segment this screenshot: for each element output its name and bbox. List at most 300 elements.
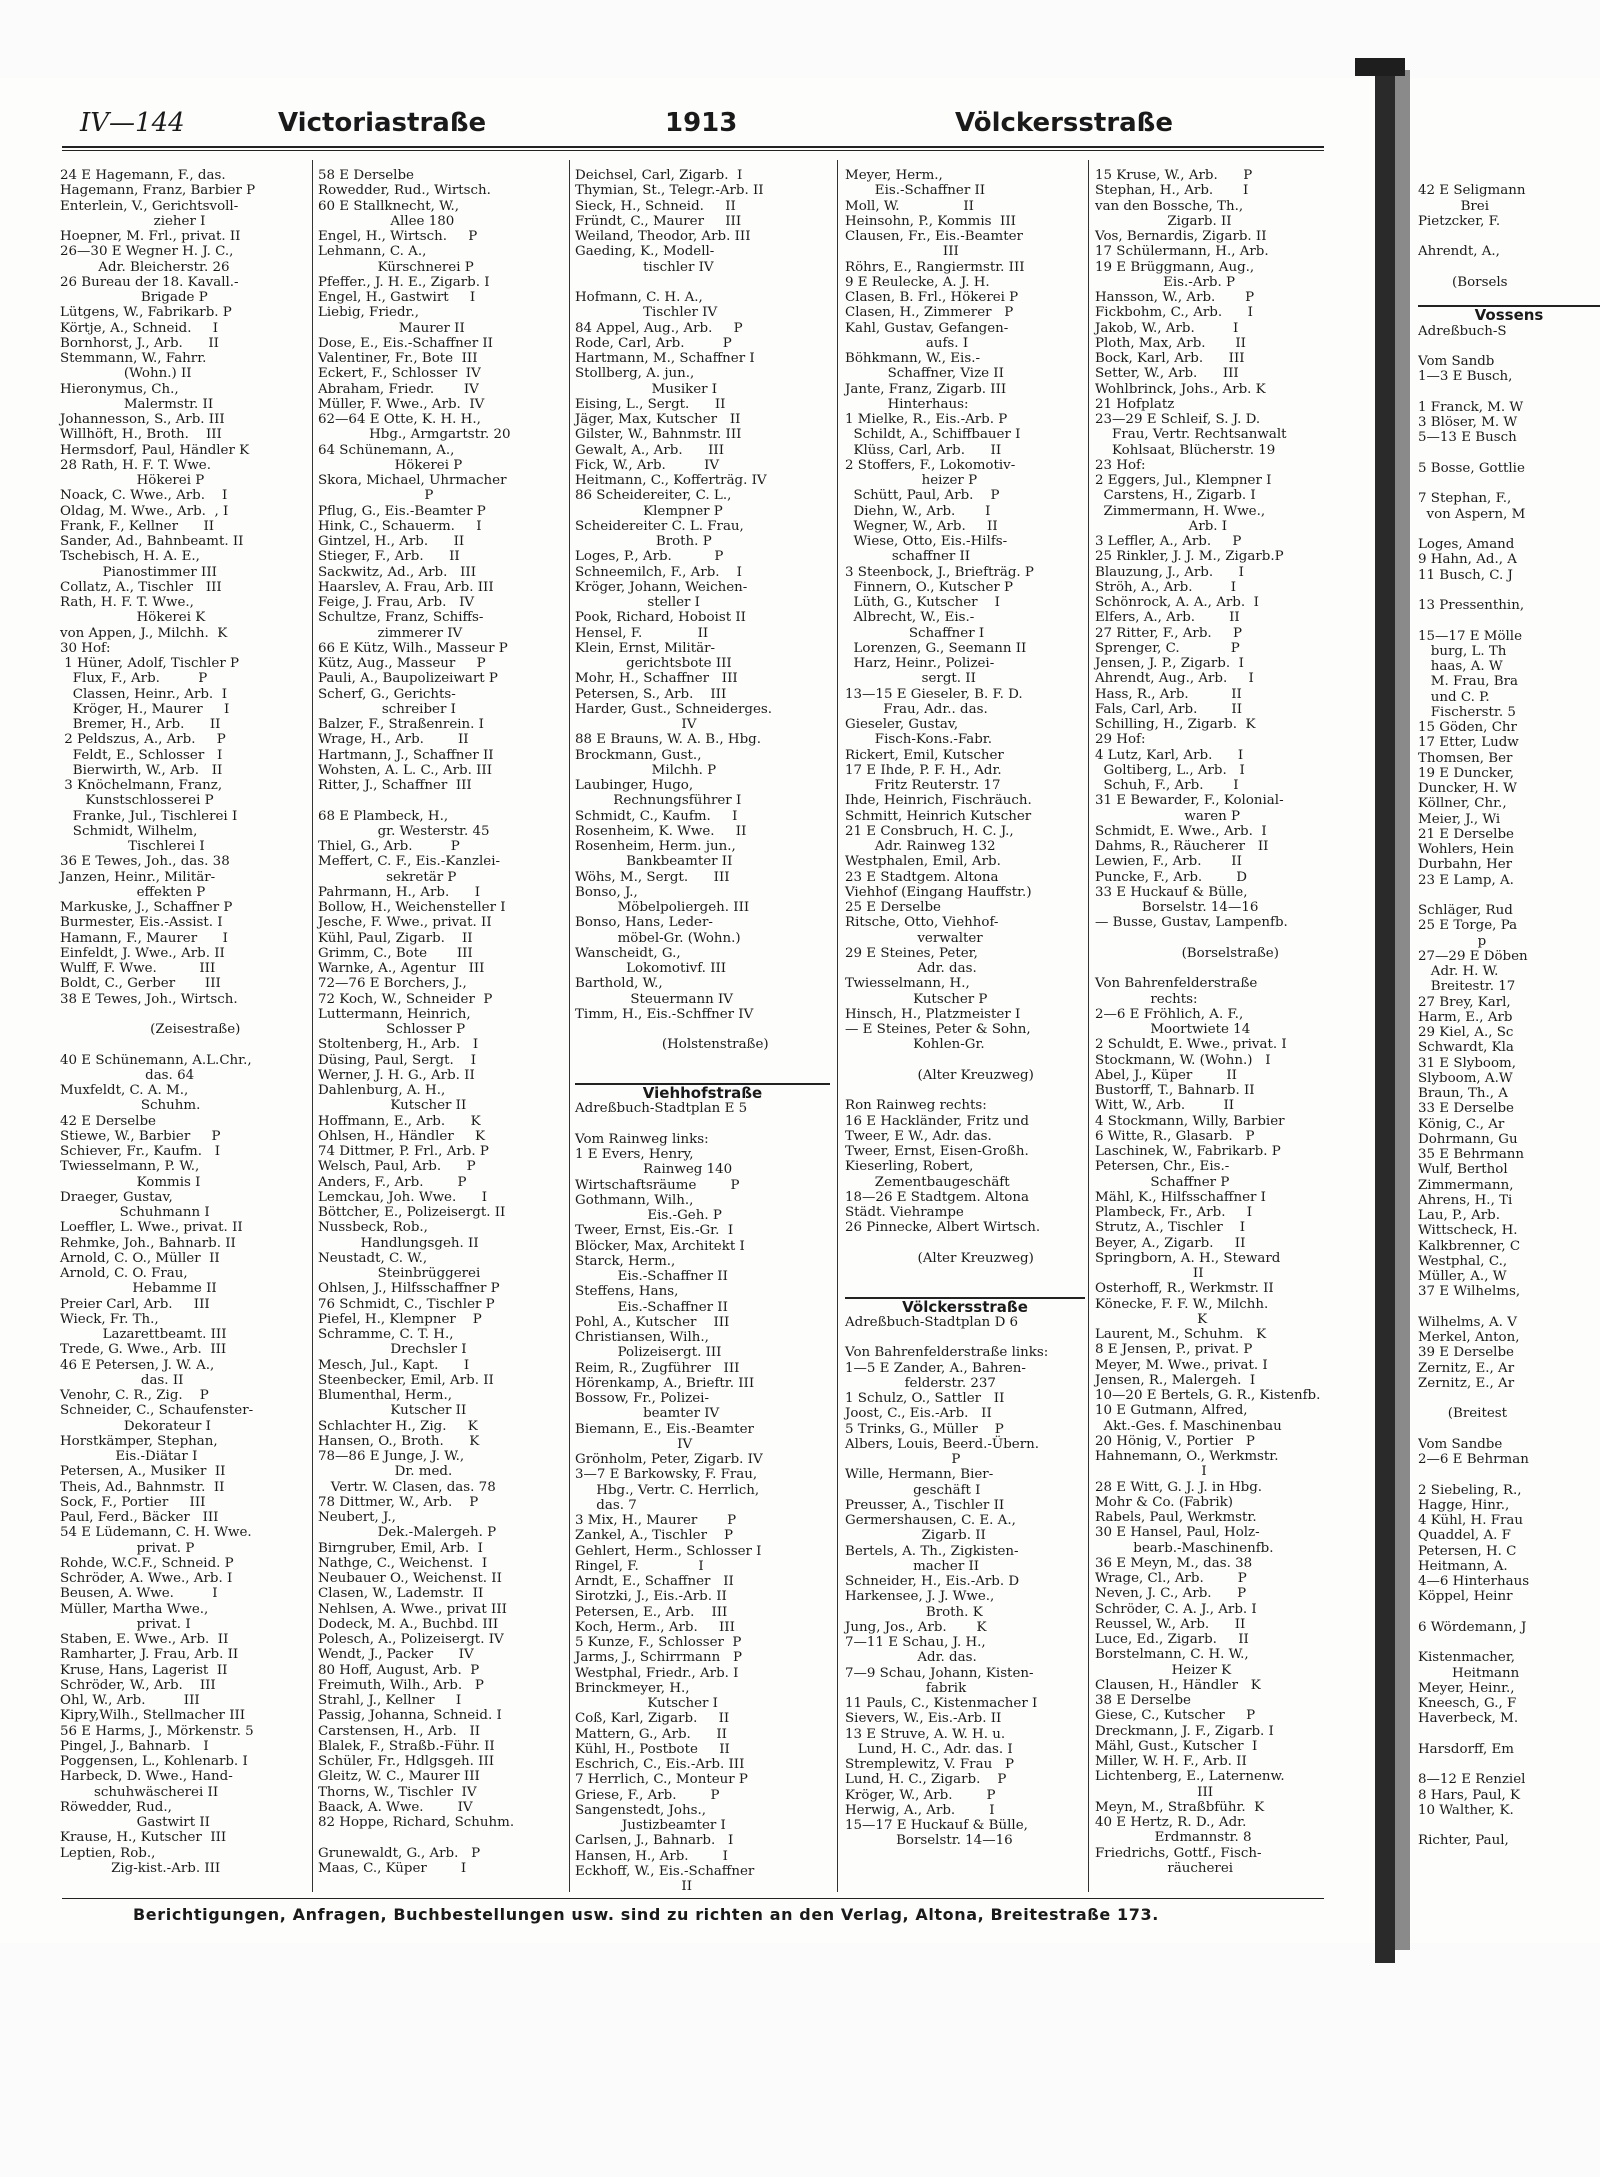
directory-line: Frau, Adr.. das. xyxy=(845,701,988,717)
directory-line: Wilhelms, A. V xyxy=(1418,1314,1517,1330)
directory-line: Flux, F., Arb. P xyxy=(60,671,208,687)
directory-line: 4—6 Hinterhaus xyxy=(1418,1574,1530,1589)
directory-line: 10 Walther, K. xyxy=(1418,1802,1514,1818)
directory-line: 13 E Struve, A. W. H. u. xyxy=(845,1726,1006,1742)
directory-line: IV xyxy=(575,1436,693,1452)
directory-line: Kunstschlosserei P xyxy=(60,793,214,809)
spacer-line xyxy=(1418,1605,1600,1620)
spacer-line xyxy=(1418,522,1600,537)
directory-line: Carstens, H., Zigarb. I xyxy=(1095,488,1256,504)
directory-line: Fründt, C., Maurer III xyxy=(575,213,742,229)
directory-line: Feldt, E., Schlosser I xyxy=(60,747,223,763)
directory-line: Schröder, C. A. J., Arb. I xyxy=(1095,1601,1257,1617)
directory-line: Musiker I xyxy=(575,381,718,397)
directory-line: Allee 180 xyxy=(318,213,455,229)
directory-line: Liebig, Friedr., xyxy=(318,305,419,321)
directory-line: 66 E Kütz, Wilh., Masseur P xyxy=(318,640,508,656)
street-heading: Viehhofstraße xyxy=(575,1083,830,1101)
spacer-line xyxy=(1418,1818,1600,1833)
spacer-line xyxy=(845,1053,1085,1068)
directory-line: Steffens, Hans, xyxy=(575,1284,679,1300)
directory-line: Hensel, F. II xyxy=(575,625,709,641)
directory-line: Duncker, H. W xyxy=(1418,781,1517,796)
directory-line: Schramme, C. T. H., xyxy=(318,1327,454,1342)
spacer-line xyxy=(575,1068,830,1083)
directory-line: Timm, H., Eis.-Schffner IV xyxy=(575,1006,754,1022)
directory-line: 26 Pinnecke, Albert Wirtsch. xyxy=(845,1220,1041,1236)
directory-line: Rickert, Emil, Kutscher xyxy=(845,747,1004,763)
directory-line: Weiland, Theodor, Arb. III xyxy=(575,229,751,244)
directory-line: Classen, Heinr., Arb. I xyxy=(60,686,227,702)
directory-line: 19 E Brüggmann, Aug., xyxy=(1095,259,1255,275)
directory-line: 2 Schuldt, E. Wwe., privat. I xyxy=(1095,1037,1287,1053)
spacer-line xyxy=(845,1281,1085,1296)
street-heading: Vossens xyxy=(1418,305,1600,323)
directory-line: 80 Hoff, August, Arb. P xyxy=(318,1662,480,1678)
directory-line: Mähl, K., Hilfsschaffner I xyxy=(1095,1189,1266,1205)
directory-line: Polesch, A., Polizeisergt. IV xyxy=(318,1632,504,1647)
directory-line: Plambeck, Fr., Arb. I xyxy=(1095,1205,1253,1220)
directory-line: Müller, Martha Wwe., xyxy=(60,1601,209,1617)
directory-line: Freimuth, Wilh., Arb. P xyxy=(318,1677,484,1693)
directory-line: 17 Etter, Ludw xyxy=(1418,735,1519,751)
directory-line: Stiewe, W., Barbier P xyxy=(60,1128,221,1144)
directory-line: Giese, C., Kutscher P xyxy=(1095,1708,1256,1724)
directory-line: 38 E Tewes, Joh., Wirtsch. xyxy=(60,991,238,1007)
spacer-line xyxy=(318,1830,563,1845)
directory-line: Werner, J. H. G., Arb. II xyxy=(318,1067,475,1083)
directory-line: Staben, E. Wwe., Arb. II xyxy=(60,1632,229,1647)
directory-line: Hoepner, M. Frl., privat. II xyxy=(60,229,241,244)
directory-line: Lokomotivf. III xyxy=(575,961,727,976)
directory-line: 2—6 E Behrman xyxy=(1418,1452,1529,1467)
directory-line: 54 E Lüdemann, C. H. Wwe. xyxy=(60,1525,252,1541)
directory-line: Harz, Heinr., Polizei- xyxy=(845,656,995,671)
directory-line: Lichtenberg, E., Laternenw. xyxy=(1095,1769,1285,1785)
directory-line: P xyxy=(845,1452,961,1467)
directory-line: Steenbecker, Emil, Arb. II xyxy=(318,1372,494,1388)
directory-line: 1 Mielke, R., Eis.-Arb. P xyxy=(845,412,1008,427)
directory-line: 1 Schulz, O., Sattler II xyxy=(845,1391,1005,1406)
directory-line: Brei xyxy=(1418,198,1490,214)
directory-line: Pohl, A., Kutscher III xyxy=(575,1314,730,1330)
spacer-line xyxy=(1418,385,1600,400)
column-divider xyxy=(312,160,313,1892)
directory-line: Hagemann, Franz, Barbier P xyxy=(60,183,256,199)
directory-line: Westphalen, Emil, Arb. xyxy=(845,854,1001,870)
directory-line: Ahrens, H., Ti xyxy=(1418,1192,1513,1208)
directory-line: 9 E Reulecke, A. J. H. xyxy=(845,274,990,290)
directory-line: 1 Franck, M. W xyxy=(1418,399,1524,415)
header-rule-bottom xyxy=(62,150,1324,151)
directory-line: Eschrich, C., Eis.-Arb. III xyxy=(575,1757,745,1772)
directory-line: Dahms, R., Räucherer II xyxy=(1095,839,1269,854)
directory-line: 35 E Behrmann xyxy=(1418,1147,1525,1162)
directory-line: 30 E Hansel, Paul, Holz- xyxy=(1095,1525,1260,1541)
directory-line: Barthold, W., xyxy=(575,976,663,992)
directory-line: 36 E Meyn, M., das. 38 xyxy=(1095,1555,1253,1571)
directory-line: Westphal, Friedr., Arb. I xyxy=(575,1665,739,1681)
directory-line: von Appen, J., Milchh. K xyxy=(60,625,228,641)
directory-line: Strahl, J., Kellner I xyxy=(318,1693,462,1708)
directory-line: 25 E Derselbe xyxy=(845,900,941,915)
directory-line: 23 E Lamp, A. xyxy=(1418,872,1514,888)
directory-line: 42 E Derselbe xyxy=(60,1113,156,1129)
directory-line: Ron Rainweg rechts: xyxy=(845,1098,987,1114)
directory-line: Schildt, A., Schiffbauer I xyxy=(845,427,1021,443)
directory-line: 31 E Slyboom, xyxy=(1418,1055,1516,1071)
directory-line: Griese, F., Arb. P xyxy=(575,1787,720,1803)
directory-line: Schwardt, Kla xyxy=(1418,1040,1514,1056)
directory-line: 7—9 Schau, Johann, Kisten- xyxy=(845,1665,1034,1681)
directory-line: 23 E Stadtgem. Altona xyxy=(845,869,999,885)
directory-line: Kröger, H., Maurer I xyxy=(60,701,230,717)
directory-line: Sieck, H., Schneid. II xyxy=(575,198,736,214)
directory-line: Kühl, H., Postbote II xyxy=(575,1741,730,1757)
directory-line: Zankel, A., Tischler P xyxy=(575,1528,734,1544)
directory-line: Akt.-Ges. f. Maschinenbau xyxy=(1095,1418,1282,1434)
directory-line: Kneesch, G., F xyxy=(1418,1696,1517,1711)
spacer-line xyxy=(1418,1757,1600,1772)
directory-line: Gehlert, Herm., Schlosser I xyxy=(575,1543,762,1559)
directory-line: Stollberg, A. jun., xyxy=(575,366,695,382)
directory-line: Westphal, C., xyxy=(1418,1253,1508,1269)
directory-line: Bankbeamter II xyxy=(575,854,733,870)
directory-line: Schaffner P xyxy=(1095,1174,1230,1190)
directory-line: Hinterhaus: xyxy=(845,396,969,412)
directory-line: Bustorff, T., Bahnarb. II xyxy=(1095,1083,1255,1098)
directory-line: effekten P xyxy=(60,884,206,900)
directory-line: 27 Ritter, F., Arb. P xyxy=(1095,625,1242,641)
directory-line: Zernitz, E., Ar xyxy=(1418,1360,1515,1376)
directory-line: Adreßbuch-S xyxy=(1418,323,1507,339)
directory-line: 25 E Torge, Pa xyxy=(1418,918,1518,934)
directory-line: Tweer, Ernst, Eisen-Großh. xyxy=(845,1144,1029,1159)
directory-line: Thiel, G., Arb. P xyxy=(318,839,460,854)
directory-line: (Borsels xyxy=(1418,274,1508,290)
directory-line: Johannesson, S., Arb. III xyxy=(60,412,225,427)
directory-line: Tweer, Ernst, Eis.-Gr. I xyxy=(575,1223,734,1239)
spacer-line xyxy=(1418,1422,1600,1437)
directory-line: Rechnungsführer I xyxy=(575,793,742,809)
directory-line: Sackwitz, Ad., Arb. III xyxy=(318,564,477,580)
directory-line: Bonso, J., xyxy=(575,884,638,900)
directory-line: Tschebisch, H. A. E., xyxy=(60,549,200,565)
spacer-line xyxy=(318,793,563,808)
directory-line: Viehhof (Eingang Hauffstr.) xyxy=(845,884,1032,900)
directory-line: Stemmann, W., Fahrr. xyxy=(60,351,207,366)
directory-line: 1—5 E Zander, A., Bahren- xyxy=(845,1360,1026,1376)
directory-line: das. 64 xyxy=(60,1067,195,1083)
directory-line: Dahlenburg, A. H., xyxy=(318,1083,446,1098)
directory-line: Wöhs, M., Sergt. III xyxy=(575,869,730,885)
directory-line: Lazarettbeamt. III xyxy=(60,1327,227,1342)
directory-line: Zigarb. II xyxy=(845,1528,986,1544)
directory-line: Fals, Carl, Arb. II xyxy=(1095,701,1242,717)
directory-line: Tweer, E W., Adr. das. xyxy=(845,1128,992,1144)
directory-line: schaffner II xyxy=(845,549,971,565)
directory-line: Schmidt, Wilhelm, xyxy=(60,823,198,839)
directory-line: Poggensen, L., Kohlenarb. I xyxy=(60,1754,248,1769)
directory-line: Petersen, Chr., Eis.- xyxy=(1095,1159,1230,1175)
directory-line: 28 E Witt, G. J. J. in Hbg. xyxy=(1095,1479,1263,1495)
spacer-line xyxy=(575,1117,830,1132)
spacer-line xyxy=(845,1236,1085,1251)
directory-line: Stremplewitz, V. Frau P xyxy=(845,1757,1014,1772)
directory-line: Quaddel, A. F xyxy=(1418,1528,1511,1544)
directory-line: Heitmann xyxy=(1418,1665,1520,1681)
directory-line: Fick, W., Arb. IV xyxy=(575,457,720,473)
directory-line: Röwedder, Rud., xyxy=(60,1799,172,1815)
directory-line: Abraham, Friedr. IV xyxy=(318,381,479,397)
directory-line: 10 E Gutmann, Alfred, xyxy=(1095,1403,1248,1419)
directory-line: Adr. Bleicherstr. 26 xyxy=(60,259,230,275)
directory-line: Meyer, M. Wwe., privat. I xyxy=(1095,1357,1268,1373)
directory-line: Pingel, J., Bahnarb. I xyxy=(60,1738,209,1754)
directory-line: Laubinger, Hugo, xyxy=(575,778,694,793)
directory-line: Leptien, Rob., xyxy=(60,1845,156,1861)
directory-line: 30 Hof: xyxy=(60,640,111,656)
directory-line: 36 E Tewes, Joh., das. 38 xyxy=(60,854,230,870)
directory-line: Vom Sandb xyxy=(1418,354,1495,369)
directory-line: Piefel, H., Klempner P xyxy=(318,1311,482,1327)
directory-line: Eis.-Schaffner II xyxy=(575,1269,728,1284)
directory-line: Pfeffer., J. H. E., Zigarb. I xyxy=(318,274,490,290)
directory-line: Dekorateur I xyxy=(60,1418,211,1434)
directory-line: Petersen, A., Musiker II xyxy=(60,1464,226,1480)
directory-line: Draeger, Gustav, xyxy=(60,1189,173,1205)
header-rule-top xyxy=(62,146,1324,148)
directory-line: 3 Mix, H., Maurer P xyxy=(575,1513,737,1528)
directory-line: Bollow, H., Weichensteller I xyxy=(318,900,506,915)
directory-line: Hbg., Vertr. C. Herrlich, xyxy=(575,1482,760,1498)
header-street-right: Völckersstraße xyxy=(955,108,1174,138)
directory-line: 37 E Wilhelms, xyxy=(1418,1284,1521,1300)
directory-line: Zimmermann, xyxy=(1418,1177,1518,1193)
directory-line: 28 Rath, H. F. T. Wwe. xyxy=(60,457,211,473)
directory-line: Bonso, Hans, Leder- xyxy=(575,915,713,931)
directory-line: Miller, W. H. F., Arb. II xyxy=(1095,1754,1247,1769)
directory-line: Ritsche, Otto, Viehhof- xyxy=(845,915,999,931)
directory-line: Lund, H. C., Zigarb. P xyxy=(845,1772,1007,1788)
directory-line: Engel, H., Gastwirt I xyxy=(318,290,476,305)
directory-line: Feige, J. Frau, Arb. IV xyxy=(318,595,475,610)
directory-line: Müller, F. Wwe., Arb. IV xyxy=(318,396,485,412)
directory-line: Hermsdorf, Paul, Händler K xyxy=(60,442,250,458)
directory-line: 88 E Brauns, W. A. B., Hbg. xyxy=(575,732,761,748)
directory-line: — Busse, Gustav, Lampenfb. xyxy=(1095,915,1288,931)
directory-line: Vom Rainweg links: xyxy=(575,1131,709,1147)
directory-line: räucherei xyxy=(1095,1860,1234,1876)
directory-line: 72 Koch, W., Schneider P xyxy=(318,991,493,1007)
directory-line: Carlsen, J., Bahnarb. I xyxy=(575,1833,734,1849)
directory-column-2 xyxy=(318,168,563,1876)
directory-line: Mattern, G., Arb. II xyxy=(575,1726,727,1742)
directory-line: Ringel, F. I xyxy=(575,1558,704,1574)
directory-line: Heitmann, A. xyxy=(1418,1558,1508,1574)
directory-line: Loges, Amand xyxy=(1418,537,1515,552)
directory-line: 56 E Harms, J., Mörkenstr. 5 xyxy=(60,1723,254,1739)
directory-line: Friedrichs, Gottf., Fisch- xyxy=(1095,1845,1262,1861)
directory-line: 26—30 E Wegner H. J. C., xyxy=(60,244,234,260)
directory-line: Hink, C., Schauerm. I xyxy=(318,518,482,534)
directory-line: Neubauer O., Weichenst. II xyxy=(318,1571,502,1586)
directory-line: verwalter xyxy=(845,930,983,946)
spacer-line xyxy=(575,1022,830,1037)
directory-line: Harsdorff, Em xyxy=(1418,1741,1514,1757)
directory-line: Hagge, Hinr., xyxy=(1418,1497,1510,1513)
directory-line: Paul, Ferd., Bäcker III xyxy=(60,1510,219,1525)
directory-line: sergt. II xyxy=(845,671,976,687)
directory-line: Witt, W., Arb. II xyxy=(1095,1098,1235,1114)
directory-line: (Zeisestraße) xyxy=(124,1022,241,1037)
directory-line: Scheidereiter C. L. Frau, xyxy=(575,518,744,534)
directory-line: Blalek, F., Straßb.-Führ. II xyxy=(318,1738,495,1754)
directory-line: Drechsler I xyxy=(318,1342,467,1358)
directory-line: Germershausen, C. E. A., xyxy=(845,1513,1016,1528)
directory-line: 62—64 E Otte, K. H. H., xyxy=(318,412,481,427)
directory-line: 24 E Hagemann, F., das. xyxy=(60,168,226,183)
directory-line: Scherf, G., Gerichts- xyxy=(318,686,456,702)
footer-notice: Berichtigungen, Anfragen, Buchbestellungen usw. sind zu richten an den Verlag, Altona, Breitestraße 173. xyxy=(133,1905,1159,1924)
directory-line: 8—12 E Renziel xyxy=(1418,1772,1526,1788)
directory-line: Jung, Jos., Arb. K xyxy=(845,1619,987,1635)
page-number: IV—144 xyxy=(80,108,185,138)
directory-line: Stieger, F., Arb. II xyxy=(318,549,460,565)
directory-line: Dr. med. xyxy=(318,1464,453,1480)
directory-line: 86 Scheidereiter, C. L., xyxy=(575,488,732,504)
directory-line: Heitmann, C., Kofferträg. IV xyxy=(575,473,767,488)
directory-line: Zernitz, E., Ar xyxy=(1418,1375,1515,1391)
directory-line: Borselstr. 14—16 xyxy=(845,1833,1013,1849)
directory-line: Ohlsen, J., Hilfsschaffner P xyxy=(318,1281,500,1297)
directory-line: Arnold, C. O. Frau, xyxy=(60,1266,188,1281)
directory-line: Milchh. P xyxy=(575,762,717,778)
spacer-line xyxy=(1418,290,1600,305)
directory-line: gerichtsbote III xyxy=(575,656,732,671)
directory-line: Schläger, Rud xyxy=(1418,903,1513,918)
directory-line: Diehn, W., Arb. I xyxy=(845,503,991,519)
directory-line: Stephan, H., Arb. I xyxy=(1095,183,1249,199)
directory-line: Jensen, J. P., Zigarb. I xyxy=(1095,656,1244,671)
spacer-line xyxy=(1418,583,1600,598)
directory-line: Ritter, J., Schaffner III xyxy=(318,778,472,793)
directory-line: Gothmann, Wilh., xyxy=(575,1192,694,1208)
directory-line: Erdmannstr. 8 xyxy=(1095,1830,1252,1846)
directory-line: Von Bahrenfelderstraße links: xyxy=(845,1345,1049,1361)
directory-line: Nehlsen, A. Wwe., privat III xyxy=(318,1601,507,1617)
directory-line: Wegner, W., Arb. II xyxy=(845,518,998,534)
directory-line: Jante, Franz, Zigarb. III xyxy=(845,381,1007,397)
directory-line: Warnke, A., Agentur III xyxy=(318,961,485,976)
directory-line: Jäger, Max, Kutscher II xyxy=(575,412,741,427)
directory-line: Thomsen, Ber xyxy=(1418,750,1513,766)
directory-line: Malermstr. II xyxy=(60,396,214,412)
header-year: 1913 xyxy=(665,108,738,138)
directory-line: Stoltenberg, H., Arb. I xyxy=(318,1037,479,1053)
spacer-line xyxy=(1095,931,1340,946)
directory-line: Wulf, Berthol xyxy=(1418,1162,1508,1178)
directory-line: Kürschnerei P xyxy=(318,259,474,275)
directory-line: Rohde, W.C.F., Schneid. P xyxy=(60,1555,234,1571)
directory-line: König, C., Ar xyxy=(1418,1116,1505,1132)
directory-line: tischler IV xyxy=(575,259,714,275)
directory-line: Oldag, M. Wwe., Arb. , I xyxy=(60,503,229,519)
directory-line: 8 Hars, Paul, K xyxy=(1418,1787,1521,1803)
directory-line: Rosenheim, K. Wwe. II xyxy=(575,823,747,839)
directory-line: Eis.-Arb. P xyxy=(1095,274,1235,290)
directory-line: Handlungsgeh. II xyxy=(318,1235,479,1251)
directory-line: Springborn, A. H., Steward xyxy=(1095,1250,1281,1266)
directory-line: Theis, Ad., Bahnmstr. II xyxy=(60,1479,225,1495)
directory-line: Schneemilch, F., Arb. I xyxy=(575,564,742,580)
directory-line: 3 Leffler, A., Arb. P xyxy=(1095,534,1242,549)
directory-line: Hansson, W., Arb. P xyxy=(1095,290,1255,305)
directory-line: 15—17 E Mölle xyxy=(1418,628,1523,644)
directory-line: Rath, H. F. T. Wwe., xyxy=(60,595,194,610)
directory-line: haas, A. W xyxy=(1418,659,1503,674)
directory-line: Krause, H., Kutscher III xyxy=(60,1830,227,1846)
directory-line: zieher I xyxy=(60,213,206,229)
directory-line: Meyer, Heinr., xyxy=(1418,1680,1515,1696)
spacer-line xyxy=(1418,446,1600,461)
directory-line: Kruse, Hans, Lagerist II xyxy=(60,1662,228,1678)
directory-line: Hansen, H., Arb. I xyxy=(575,1848,728,1864)
directory-line: Dose, E., Eis.-Schaffner II xyxy=(318,335,493,351)
directory-line: Preier Carl, Arb. III xyxy=(60,1296,210,1312)
directory-line: Moortwiete 14 xyxy=(1095,1022,1251,1037)
directory-line: 74 Dittmer, P. Frl., Arb. P xyxy=(318,1144,489,1159)
directory-line: Harbeck, D. Wwe., Hand- xyxy=(60,1769,233,1785)
directory-line: Meier, J., Wi xyxy=(1418,811,1501,827)
directory-line: Zimmermann, H. Wwe., xyxy=(1095,503,1266,519)
directory-line: 20 Hönig, V., Portier P xyxy=(1095,1433,1255,1449)
directory-line: Kutscher II xyxy=(318,1098,467,1114)
directory-line: Arndt, E., Schaffner II xyxy=(575,1574,734,1589)
directory-line: Kutscher I xyxy=(575,1696,718,1711)
directory-line: Preusser, A., Tischler II xyxy=(845,1497,1005,1513)
directory-line: P xyxy=(318,488,434,504)
spacer-line xyxy=(575,275,830,290)
directory-line: Jarms, J., Schirrmann P xyxy=(575,1650,743,1666)
directory-line: Hass, R., Arb. II xyxy=(1095,686,1242,702)
directory-line: Schneider, C., Schaufenster- xyxy=(60,1403,254,1419)
directory-line: Bremer, H., Arb. II xyxy=(60,717,221,732)
directory-line: 38 E Derselbe xyxy=(1095,1693,1191,1708)
directory-line: Ihde, Heinrich, Fischräuch. xyxy=(845,793,1032,809)
directory-line: macher II xyxy=(845,1558,980,1574)
directory-line: Grunewaldt, G., Arb. P xyxy=(318,1845,481,1861)
directory-line: 6 Witte, R., Glasarb. P xyxy=(1095,1128,1255,1144)
directory-line: Vertr. W. Clasen, das. 78 xyxy=(318,1479,496,1495)
directory-line: Meffert, C. F., Eis.-Kanzlei- xyxy=(318,854,501,870)
directory-line: schreiber I xyxy=(318,701,456,717)
directory-line: 76 Schmidt, C., Tischler P xyxy=(318,1296,495,1312)
directory-line: Luttermann, Heinrich, xyxy=(318,1006,471,1022)
directory-line: Broth. P xyxy=(575,534,712,549)
directory-line: Bock, Karl, Arb. III xyxy=(1095,351,1245,366)
directory-line: Gintzel, H., Arb. II xyxy=(318,534,465,549)
directory-line: Fickbohm, C., Arb. I xyxy=(1095,305,1253,321)
directory-line: 5 Kunze, F., Schlosser P xyxy=(575,1635,742,1650)
directory-line: 27 Brey, Karl, xyxy=(1418,994,1511,1010)
directory-line: Borselstr. 14—16 xyxy=(1095,900,1259,915)
directory-line: 40 E Schünemann, A.L.Chr., xyxy=(60,1052,252,1068)
directory-line: Haarslev, A. Frau, Arb. III xyxy=(318,579,494,595)
directory-column-facing-page xyxy=(1418,168,1600,1849)
header-street-left: Victoriastraße xyxy=(278,108,487,138)
directory-line: Albrecht, W., Eis.- xyxy=(845,610,975,626)
